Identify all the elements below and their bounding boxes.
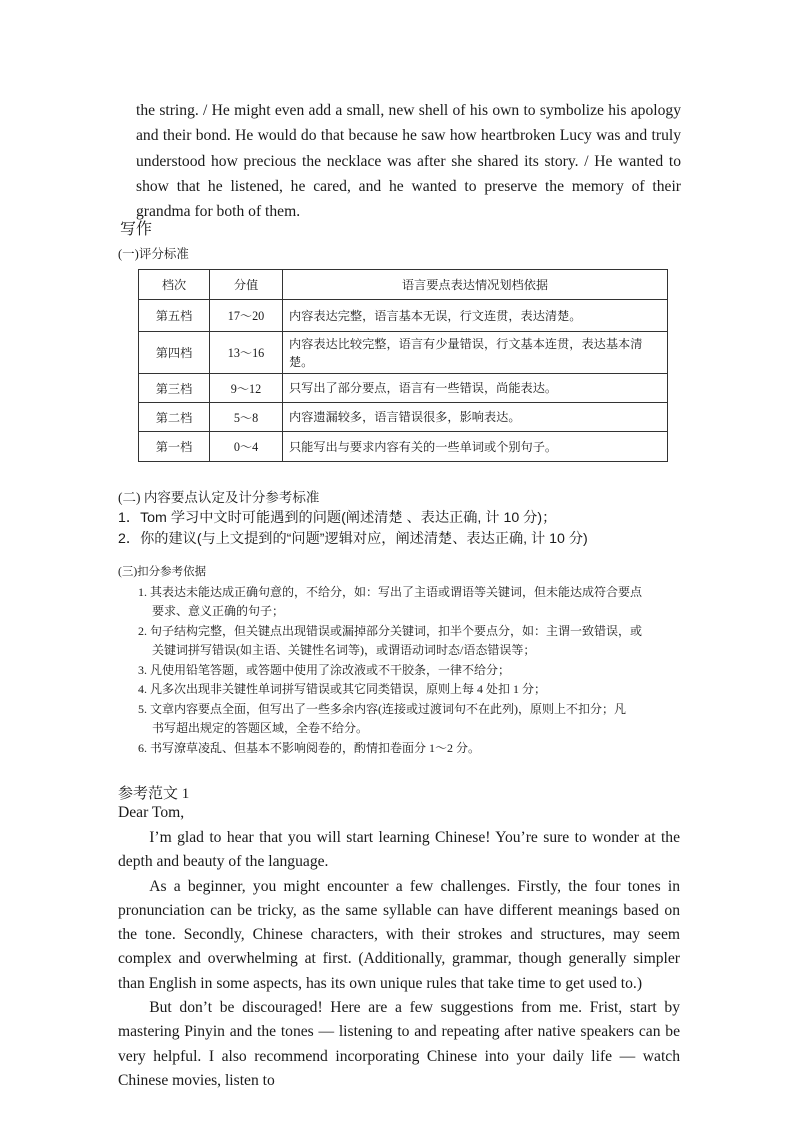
column-header: 分值: [210, 270, 283, 300]
essay-paragraph: But don’t be discouraged! Here are a few suggestions from me. Frist, start by mastering Pinyin and the tones — listening to and repeating after native speakers can be very helpful. I also recommend incorporating Chinese into your daily life — watch Chinese movies, listen to: [118, 999, 680, 1089]
deduction-line: 6. 书写潦草凌乱、但基本不影响阅卷的，酌情扣卷面分 1～2 分。: [138, 740, 481, 755]
description-cell: 只写出了部分要点，语言有一些错误，尚能表达。: [283, 374, 668, 403]
deduction-item: [138, 661, 678, 681]
section-title: 写作: [120, 221, 153, 238]
content-points-heading: (二) 内容要点认定及计分参考标准: [118, 490, 320, 505]
deduction-item: [138, 700, 678, 739]
essay-paragraph: As a beginner, you might encounter a few challenges. Firstly, the four tones in pronunciation can be tricky, as the same syllable can have different meanings based on the tone. Secondly, Chinese characters, with their strokes and structures, may seem complex and overwhelming at first. (Additionally, grammar, though generally simpler than English in some aspects, has its own unique rules that take time to get used to.): [118, 877, 680, 992]
deduction-line: 1. 其表达未能达成正确句意的，不给分，如：写出了主语或谓语等关键词，但未能达成符合要点: [138, 584, 643, 599]
score-cell: 17～20: [210, 300, 283, 332]
scoring-heading: (一)评分标准: [118, 247, 189, 261]
deduction-line-continued: 关键词拼写错误(如主语、关键性名词等)，或谓语动词时态/语态错误等；: [152, 643, 536, 657]
deduction-item: [138, 583, 678, 622]
content-point-item: 1．Tom 学习中文时可能遇到的问题(阐述清楚 、表达正确, 计 10 分)；: [118, 510, 557, 526]
description-cell: 只能写出与要求内容有关的一些单词或个别句子。: [283, 432, 668, 462]
content-points-section: [118, 487, 588, 550]
level-cell: 第四档: [139, 332, 210, 374]
sample-essay-title: 参考范文 1: [118, 786, 190, 802]
deduction-line: 3. 凡使用铅笔答题，或答题中使用了涂改液或不干胶条，一律不给分；: [138, 662, 511, 677]
sample-essay-body: [118, 826, 680, 1093]
deduction-line: 5. 文章内容要点全面，但写出了一些多余内容(连接或过渡词句不在此列)，原则上不扣分；凡: [138, 701, 626, 716]
score-cell: 0～4: [210, 432, 283, 462]
column-header: 语言要点表达情况划档依据: [283, 270, 668, 300]
description-cell: 内容遗漏较多，语言错误很多，影响表达。: [283, 403, 668, 432]
score-cell: 13～16: [210, 332, 283, 374]
deduction-item: [138, 680, 678, 700]
level-cell: 第二档: [139, 403, 210, 432]
table-row: [139, 374, 668, 403]
deduction-item: [138, 739, 678, 759]
essay-paragraph: I’m glad to hear that you will start learning Chinese! You’re sure to wonder at the depth and beauty of the language.: [118, 829, 680, 871]
continuation-paragraph: [136, 98, 681, 224]
column-header: 档次: [139, 270, 210, 300]
deduction-line: 4. 凡多次出现非关键性单词拼写错误或其它同类错误，原则上每 4 处扣 1 分；: [138, 682, 547, 696]
description-cell: 内容表达比较完整，语言有少量错误，行文基本连贯，表达基本清楚。: [283, 332, 668, 374]
deduction-line-continued: 书写超出规定的答题区域，全卷不给分。: [152, 721, 369, 735]
level-cell: 第五档: [139, 300, 210, 332]
deductions-section: [118, 563, 678, 758]
description-cell: 内容表达完整，语言基本无误，行文连贯，表达清楚。: [283, 300, 668, 332]
table-row: [139, 403, 668, 432]
deduction-line-continued: 要求、意义正确的句子；: [152, 604, 285, 618]
level-cell: 第一档: [139, 432, 210, 462]
scoring-table: [138, 269, 668, 462]
score-cell: 9～12: [210, 374, 283, 403]
table-header-row: [139, 270, 668, 300]
table-row: [139, 300, 668, 332]
table-row: [139, 332, 668, 374]
score-cell: 5～8: [210, 403, 283, 432]
essay-salutation: Dear Tom,: [118, 804, 185, 821]
deduction-line: 2. 句子结构完整，但关键点出现错误或漏掉部分关键词，扣半个要点分，如：主谓一致错误，或: [138, 623, 643, 638]
deductions-heading: (三)扣分参考依据: [118, 566, 207, 578]
level-cell: 第三档: [139, 374, 210, 403]
paragraph-text: the string. / He might even add a small, new shell of his own to symbolize his apology and their bond. He would do that because he saw how heartbroken Lucy was and truly understood how precious the necklace was after she shared its story. / He wanted to show that he listened, he cared, and he wanted to preserve the memory of their grandma for both of them.: [136, 102, 681, 221]
table-row: [139, 432, 668, 462]
content-point-item: 2．你的建议(与上文提到的“问题”逻辑对应，阐述清楚、表达正确, 计 10 分): [118, 531, 588, 547]
deduction-item: [138, 622, 678, 661]
